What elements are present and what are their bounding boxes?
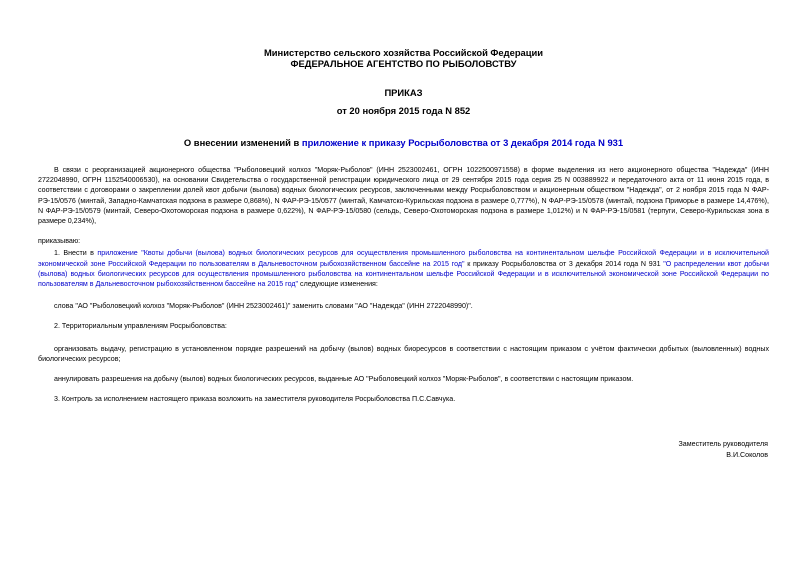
replace-words-paragraph: слова "АО "Рыболовецкий колхоз "Моряк-Рыболов" (ИНН 2523002461)" заменить словами "АО "Надежда" (ИНН 2722048990)". [54,302,473,311]
item-1-end: следующие изменения: [298,280,378,289]
document-subject [38,137,769,148]
document-type: ПРИКАЗ [384,87,423,98]
document-date-number: от 20 ноября 2015 года N 852 [336,105,471,116]
signature-block [679,439,768,460]
item-2-a-paragraph: организовать выдачу, регистрацию в установленном порядке разрешений на добычу (вылов) водных биоресурсов в соответствии с настоящим приказом с учётом фактически добытых (выловленных) водных биологических ресурсов; [38,344,769,363]
signature-title: Заместитель руководителя [678,440,768,448]
ministry-name: Министерство сельского хозяйства Российской Федерации [263,47,544,58]
subject-link[interactable]: приложение к приказу Росрыболовства от 3 декабря 2014 года N 931 [301,137,624,148]
subject-prefix: О внесении изменений в [183,137,302,148]
appendix-link[interactable]: приложение "Квоты добычи (вылова) водных биологических ресурсов для осуществления промышленного рыболовства на континентальном шельфе Российской Федерации и в исключительной экономической зоне Российской Федерации по пользователям в Дальневосточном рыбохозяйственном бассейне на 2015 год" [38,249,769,268]
document-page [38,0,769,571]
signature-name: В.И.Соколов [726,450,768,459]
item-3-paragraph: 3. Контроль за исполнением настоящего приказа возложить на заместителя руководителя Росрыболовства П.С.Савчука. [54,395,456,404]
item-1-paragraph [38,248,769,289]
item-2-b-paragraph: аннулировать разрешения на добычу (вылов) водных биологических ресурсов, выданные АО "Рыболовецкий колхоз "Моряк-Рыболов", в соответствии с настоящим приказом. [54,375,634,384]
agency-name: ФЕДЕРАЛЬНОЕ АГЕНТСТВО ПО РЫБОЛОВСТВУ [290,58,517,69]
item-1-middle: к приказу Росрыболовства от 3 декабря 2014 года N 931 [464,259,664,268]
order-931-link[interactable]: "О распределении квот добычи (вылова) водных биологических ресурсов для осуществления промышленного рыболовства на континентальном шельфе Российской Федерации и в исключительной экономической зоне Российской Федерации по пользователям в Дальневосточном рыбохозяйственном бассейне на 2015 год" [38,259,769,289]
preamble-paragraph: В связи с реорганизацией акционерного общества "Рыболовецкий колхоз "Моряк-Рыболов" (ИНН 2523002461, ОГРН 1022500971558) в форме выделения из него акционерного общества "Надежда" (ИНН 2722048990, ОГРН 1152540006530), на основании Свидетельства о государственной регистрации юридического лица от 29 сентября 2015 года серия 25 N 003889922 и передаточного акта от 11 июня 2015 года, в соответствии с договорами о закреплении долей квот добычи (вылова) водных биологических ресурсов, заключенными между Росрыболовством и акционерным обществом "Надежда", от 2 ноября 2015 года N ФАР-РЭ-15/0576 (минтай, Западно-Камчатская подзона в размере 0,868%), N ФАР-РЭ-15/0577 (минтай, Камчатско-Курильская подзона в размере 0,777%), N ФАР-РЭ-15/0578 (минтай, подзона Приморье в размере 14,476%), N ФАР-РЭ-15/0579 (минтай, Северо-Охотоморская подзона в размере 0,622%), N ФАР-РЭ-15/0580 (сельдь, Северо-Охотоморская подзона в размере 1,012%) и N ФАР-РЭ-15/0581 (терпуги, Северо-Курильская зона в размере 0,234%), [38,166,769,226]
item-2-paragraph: 2. Территориальным управлениям Росрыболовства: [54,322,227,331]
item-1-start: 1. Внести в [54,249,98,258]
order-word: приказываю: [38,237,81,246]
